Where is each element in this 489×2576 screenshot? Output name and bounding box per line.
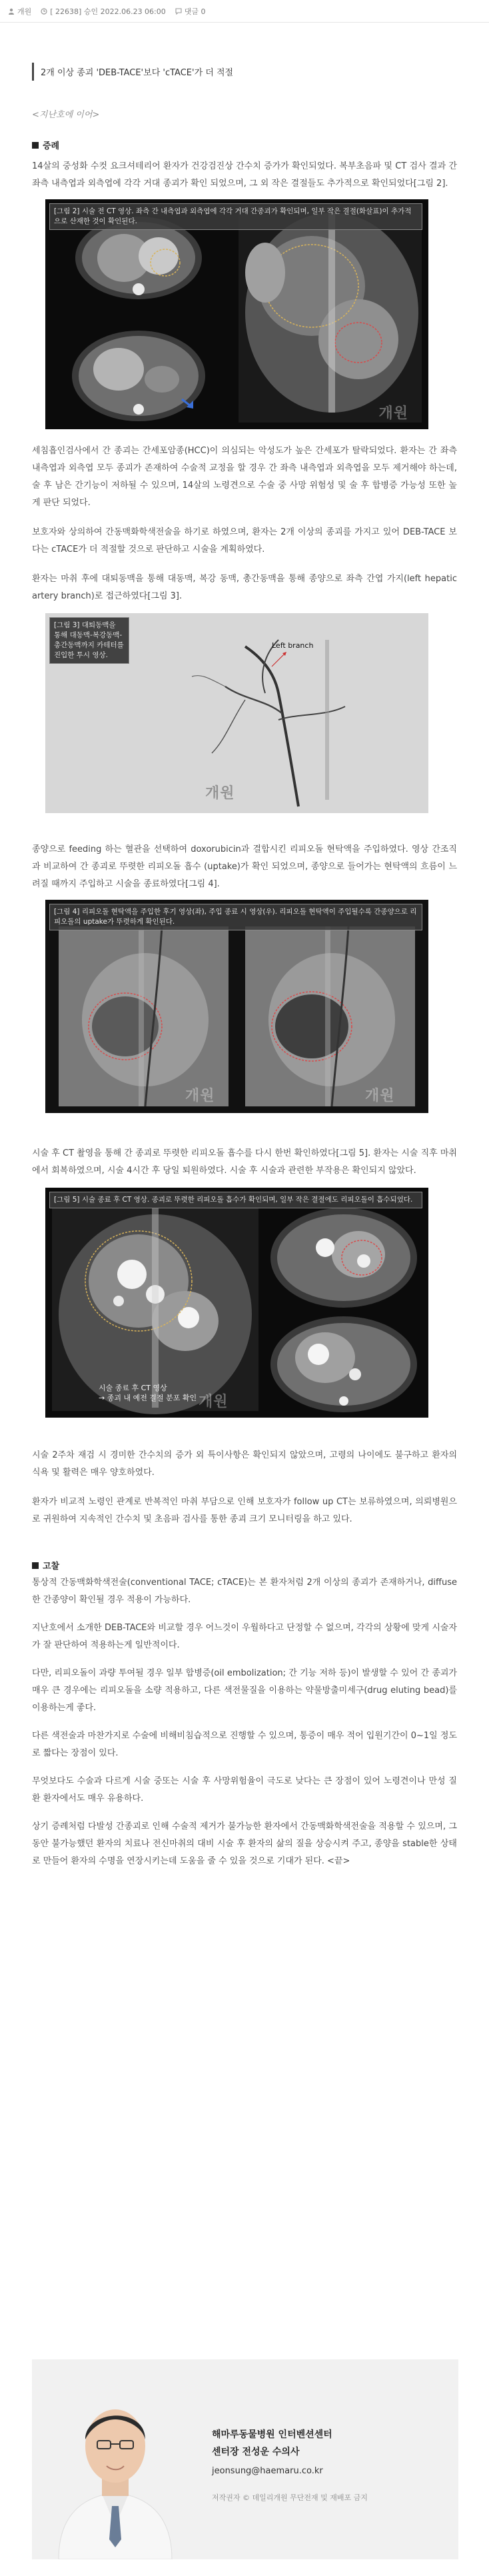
clock-icon [41, 8, 47, 15]
copyright-notice: 저작권자 © 데일리개원 무단전재 및 재배포 금지 [212, 2493, 368, 2502]
author-email[interactable]: jeonsung@haemaru.co.kr [212, 2466, 323, 2476]
figure-4-fluoroscopy[interactable] [45, 900, 428, 1113]
paragraph: 지난호에서 소개한 DEB-TACE와 비교할 경우 어느것이 우월하다고 단정할 수 없으며, 각각의 상황에 맞게 시술자가 잘 판단하여 적용하는게 일반적이다. [32, 1623, 457, 1650]
figure-annotation: 시술 종료 후 CT 영상 → 종괴 내 예전 결절 분포 확인 [99, 1384, 197, 1402]
article-id-date: [ 22638] 승인 2022.06.23 06:00 [50, 7, 166, 16]
figure-5-postop-ct[interactable] [45, 1188, 428, 1418]
figure-caption: [그림 5] 시술 종료 후 CT 영상. 종괴로 뚜렷한 리피오돌 흡수가 확인되며, 일부 작은 결절에도 리피오돌이 흡수되었다. [49, 1192, 422, 1208]
author-name: 개원 [17, 7, 32, 16]
paragraph-text: 상기 증례처럼 다발성 간종괴로 인해 수술적 제거가 불가능한 환자에서 간동맥화학색전술을 적용할 수 있으며, 그동안 불가능했던 환자의 치료나 전신마취의 대비 시술 후 환자의 삶의 질을 상승시켜 주고, 종양을 stable한 상태로 만들어 환자의 수명을 연장시키는데 도움을 줄 수 있을 것으로 기대가 된다. [32, 1822, 457, 1866]
figure-caption: [그림 3] 대퇴동맥을 통해 대동맥-복강동맥-총간동맥까지 카테터를 진입한 투시 영상. [49, 617, 129, 664]
paragraph: 보호자와 상의하여 간동맥화학색전술을 하기로 하였으며, 환자는 2개 이상의 종괴를 가지고 있어 DEB-TACE 보다는 cTACE가 더 적절할 것으로 판단하고 시술을 계획하였다. [32, 527, 457, 555]
figure-caption: [그림 2] 시술 전 CT 영상. 좌측 간 내측엽과 외측엽에 각각 거대 간종괴가 확인되며, 일부 작은 결절(화살표)이 추가적으로 산재한 것이 확인된다. [49, 203, 422, 230]
date-meta [41, 6, 166, 17]
paragraph: 환자는 마취 후에 대퇴동맥을 통해 대동맥, 복강 동맥, 총간동맥을 통해 종양으로 좌측 간엽 가지(left hepatic artery branch)로 접근하였다[그림 3]. [32, 574, 457, 601]
watermark-logo: 개원 [205, 785, 235, 802]
end-mark: <끝> [327, 1856, 350, 1866]
section-title: 증례 [43, 141, 60, 151]
watermark-logo: 개원 [185, 1088, 215, 1104]
section-heading-discussion [32, 1559, 457, 1572]
user-icon [8, 8, 15, 15]
paragraph [32, 1818, 457, 1870]
author-info [212, 2426, 368, 2503]
paragraph: 환자가 비교적 노령인 관계로 반복적인 마취 부담으로 인해 보호자가 follow up CT는 보류하였으며, 의뢰병원으로 귀원하여 지속적인 간수치 및 초음파 검사를 통한 종괴 크기 모니터링을 하고 있다. [32, 1497, 457, 1524]
article-subheadline: 2개 이상 종괴 'DEB-TACE'보다 'cTACE'가 더 적절 [32, 63, 457, 81]
paragraph: 종양으로 feeding 하는 혈관을 선택하여 doxorubicin과 결합시킨 리피오돌 현탁액을 주입하였다. 영상 간조직과 비교하여 간 종괴로 뚜렷한 리피오돌 흡수 (uptake)가 확인 되었으며, 종양으로 들어가는 현탁액의 흐름이 느려질 때까지 주입하고 시술을 종료하였다[그림 4]. [32, 844, 457, 889]
vessel-label: Left branch [272, 641, 314, 650]
comment-count: 댓글 0 [184, 7, 206, 16]
comment-icon [175, 8, 182, 15]
watermark-logo: 개원 [365, 1088, 395, 1104]
doctor-photo [45, 2373, 185, 2559]
square-bullet-icon [32, 142, 39, 149]
article-meta-bar [0, 0, 489, 23]
author-meta[interactable] [8, 6, 31, 17]
fluoroscopy-image [45, 900, 428, 1113]
section-heading-case [32, 139, 457, 151]
watermark-logo: 개원 [199, 1394, 229, 1410]
figure-3-angiography[interactable] [45, 613, 428, 813]
section-title: 고찰 [43, 1562, 60, 1572]
author-title: 센터장 전성운 수의사 [212, 2447, 300, 2457]
paragraph: 시술 후 CT 촬영을 통해 간 종괴로 뚜렷한 리피오돌 흡수를 다시 한번 확인하였다[그림 5]. 환자는 시술 직후 마취에서 회복하였으며, 시술 4시간 후 당일 퇴원하였다. 시술 후 시술과 관련한 부작용은 확인되지 않았다. [32, 1148, 457, 1176]
paragraph: 통상적 간동맥화학색전술(conventional TACE; cTACE)는 본 환자처럼 2개 이상의 종괴가 존재하거나, diffuse한 간종양이 확인될 경우 적용이 가능하다. [32, 1578, 457, 1605]
article-body [0, 63, 489, 1870]
comments-meta[interactable] [175, 6, 206, 17]
figure-2-ct-images[interactable] [45, 199, 428, 429]
author-affiliation: 해마루동물병원 인터벤션센터 [212, 2429, 332, 2440]
figure-caption: [그림 4] 리피오돌 현탁액을 주입한 후기 영상(좌), 주입 종료 시 영상(우). 리피오돌 현탁액이 주입될수록 간종양으로 리피오돌의 uptake가 뚜렷하게 확인된다. [49, 904, 422, 930]
paragraph: 무엇보다도 수술과 다르게 시술 중또는 시술 후 사망위험율이 극도로 낮다는 큰 장점이 있어 노령견이나 만성 질환 환자에서도 매우 유용하다. [32, 1776, 457, 1804]
continuation-note: <지난호에 이어> [32, 110, 100, 120]
paragraph: 세침흡인검사에서 간 종괴는 간세포암종(HCC)이 의심되는 악성도가 높은 간세포가 탈락되었다. 환자는 간 좌측 내측엽과 외측엽 모두 종괴가 존재하여 수술적 교정을 할 경우 간 좌측 내측엽과 외측엽을 모두 제거해야 하는데, 술 후 남은 간기능이 저하될 수 있으며, 14살의 노령견으로 수술 중 사망 위험성 및 술 후 합병증 가능성 또한 높게 판단 되었다. [32, 446, 457, 508]
watermark-logo: 개원 [378, 405, 408, 422]
paragraph: 다른 색전술과 마찬가지로 수술에 비해비침습적으로 진행할 수 있으며, 통증이 매우 적어 입원기간이 0~1일 정도로 짧다는 장점이 있다. [32, 1731, 457, 1758]
paragraph: 시술 2주차 재검 시 경미한 간수치의 증가 외 특이사항은 확인되지 않았으며, 고령의 나이에도 불구하고 환자의 식욕 및 활력은 매우 양호하였다. [32, 1450, 457, 1478]
author-profile-card [32, 2359, 458, 2559]
ct-scan-image [45, 199, 428, 429]
paragraph: 다만, 리피오돌이 과량 투여될 경우 일부 합병증(oil embolization; 간 기능 저하 등)이 발생할 수 있어 간 종괴가 매우 큰 경우에는 리피오돌을 소량 적용하고, 다른 색전물질을 이용하는 약물방출미세구(drug eluting bead)를 이용하는게 좋다. [32, 1668, 457, 1713]
square-bullet-icon [32, 1562, 39, 1569]
paragraph: 14살의 중성화 수컷 요크셔테리어 환자가 건강검진상 간수치 증가가 확인되었다. 복부초음파 및 CT 검사 결과 간 좌측 내측엽과 외측엽에 각각 거대 종괴가 확인 되었으며, 그 외 작은 결절들도 추가적으로 확인되었다[그림 2]. [32, 161, 457, 189]
